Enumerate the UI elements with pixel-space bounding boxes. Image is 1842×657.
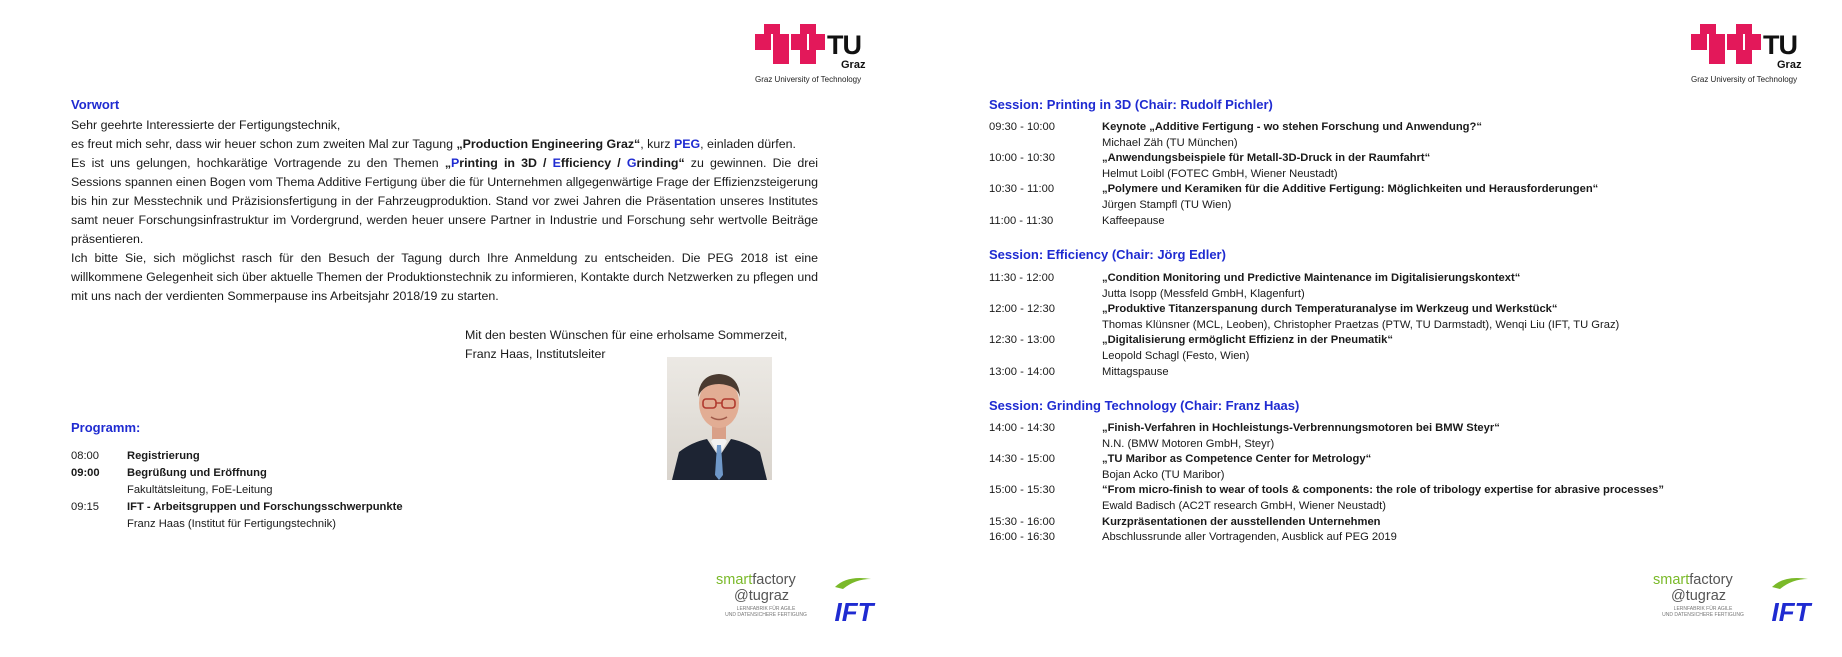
schedule-row: 12:30 - 13:00 „Digitalisierung ermöglicht Effizienz in der Pneumatik“ xyxy=(989,334,1393,347)
programm-title: Begrüßung und Eröffnung xyxy=(127,467,267,479)
session-heading: Session: Efficiency (Chair: Jörg Edler) xyxy=(989,247,1226,262)
programm-time: 09:15 xyxy=(71,501,99,513)
schedule-row: 14:00 - 14:30 „Finish-Verfahren in Hochleistungs-Verbrennungsmotoren bei BMW Steyr“ xyxy=(989,422,1500,434)
closing-line-1: Mit den besten Wünschen für eine erholsame Sommerzeit, xyxy=(465,328,788,342)
logo-tu-text: TU xyxy=(827,30,861,60)
svg-text:IFT: IFT xyxy=(1771,597,1811,625)
schedule-speaker: Jürgen Stampfl (TU Wien) xyxy=(1102,198,1232,211)
schedule-speaker: Michael Zäh (TU München) xyxy=(1102,136,1238,149)
session-schedule xyxy=(989,271,1829,380)
tu-graz-emblem-icon xyxy=(1691,24,1763,70)
ift-logo xyxy=(831,575,877,625)
vorwort-paragraph-3: Ich bitte Sie, sich möglichst rasch für den Besuch der Tagung durch Ihre Anmeldung zu entscheiden. Die PEG 2018 ist eine willkommene Gelegenheit sich über aktuelle Themen der Produktionstechnik zu informieren, Kontakte durch Netzwerken zu pflegen und mit uns nach der verdienten Sommerpause ins Arbeitsjahr 2018/19 zu starten. xyxy=(71,251,818,303)
logo-university-text: Graz University of Technology xyxy=(755,75,862,84)
programm-desc: Fakultätsleitung, FoE-Leitung xyxy=(127,484,273,496)
programm-title: Registrierung xyxy=(127,450,200,462)
svg-text:IFT: IFT xyxy=(834,597,874,625)
schedule-row: 16:00 - 16:30 Abschlussrunde aller Vortragenden, Ausblick auf PEG 2019 xyxy=(989,531,1397,544)
vorwort-paragraph-1: es freut mich sehr, dass wir heuer schon zum zweiten Mal zur Tagung „Production Engineering Graz“, kurz PEG, einladen dürfen. xyxy=(71,137,796,151)
session-schedule xyxy=(989,120,1829,229)
logo-tu-text: TU xyxy=(1763,30,1797,60)
event-name: „Production Engineering Graz“ xyxy=(456,137,641,151)
schedule-row: 11:30 - 12:00 „Condition Monitoring und Predictive Maintenance im Digitalisierungskontext“ xyxy=(989,272,1521,284)
smartfactory-logo: smartfactory @tugraz LERNFABRIK FÜR AGILE UND DATENSICHERE FERTIGUNG xyxy=(1653,572,1744,618)
schedule-speaker: N.N. (BMW Motoren GmbH, Steyr) xyxy=(1102,437,1275,450)
schedule-row: 09:30 - 10:00 Keynote „Additive Fertigung - wo stehen Forschung und Anwendung?“ xyxy=(989,121,1482,133)
programm-heading: Programm: xyxy=(71,420,141,435)
programm-desc: Franz Haas (Institut für Fertigungstechnik) xyxy=(127,518,336,530)
schedule-speaker: Ewald Badisch (AC2T research GmbH, Wiener Neustadt) xyxy=(1102,499,1386,512)
schedule-row: 15:00 - 15:30 “From micro-finish to wear of tools & components: the role of tribology expertise for abrasive processes” xyxy=(989,484,1664,497)
right-page xyxy=(921,0,1842,657)
schedule-speaker: Helmut Loibl (FOTEC GmbH, Wiener Neustadt) xyxy=(1102,167,1338,180)
schedule-speaker: Leopold Schagl (Festo, Wien) xyxy=(1102,349,1250,362)
programm-title: IFT - Arbeitsgruppen und Forschungsschwerpunkte xyxy=(127,501,403,513)
salutation: Sehr geehrte Interessierte der Fertigungstechnik, xyxy=(71,118,341,132)
schedule-speaker: Thomas Klünsner (MCL, Leoben), Christopher Praetzas (PTW, TU Darmstadt), Wenqi Liu (IFT, TU Graz) xyxy=(1102,318,1620,331)
smartfactory-logo: smartfactory @tugraz LERNFABRIK FÜR AGILE UND DATENSICHERE FERTIGUNG xyxy=(716,572,807,618)
logo-graz-text: Graz xyxy=(841,59,866,71)
vorwort-body xyxy=(71,116,818,306)
peg-abbrev: PEG xyxy=(674,137,701,151)
programm-list xyxy=(71,448,571,533)
logo-graz-text: Graz xyxy=(1777,59,1802,71)
ift-logo-icon xyxy=(831,575,877,625)
schedule-row: 15:30 - 16:00 Kurzpräsentationen der ausstellenden Unternehmen xyxy=(989,515,1381,528)
schedule-row: 13:00 - 14:00 Mittagspause xyxy=(989,365,1169,378)
programm-time: 08:00 xyxy=(71,450,99,462)
tu-graz-logo xyxy=(1691,24,1816,86)
schedule-row: 10:30 - 11:00 „Polymere und Keramiken für die Additive Fertigung: Möglichkeiten und Herausforderungen“ xyxy=(989,183,1599,196)
programm-item xyxy=(71,448,571,465)
session-heading: Session: Printing in 3D (Chair: Rudolf Pichler) xyxy=(989,97,1273,112)
programm-item xyxy=(71,499,571,516)
programm-item xyxy=(71,465,571,482)
tu-graz-emblem-icon xyxy=(755,24,827,70)
tu-graz-logo xyxy=(755,24,880,86)
schedule-row: 14:30 - 15:00 „TU Maribor as Competence Center for Metrology“ xyxy=(989,453,1372,466)
portrait-photo xyxy=(667,357,772,480)
schedule-row: 10:00 - 10:30 „Anwendungsbeispiele für Metall-3D-Druck in der Raumfahrt“ xyxy=(989,152,1431,165)
session-heading: Session: Grinding Technology (Chair: Franz Haas) xyxy=(989,398,1300,413)
vorwort-heading: Vorwort xyxy=(71,97,120,112)
closing-signature: Franz Haas, Institutsleiter xyxy=(465,347,606,361)
schedule-speaker: Bojan Acko (TU Maribor) xyxy=(1102,468,1225,481)
vorwort-paragraph-2: Es ist uns gelungen, hochkarätige Vortragende zu den Themen „Printing in 3D / Efficiency / Grinding“ zu gewinnen. Die drei Sessions spannen einen Bogen vom Thema Additive Fertigung über die für Unternehmen allgegenwärtige Frage der Effizienzsteigerung bis hin zur Messtechnik und Präzisionsfertigung in der Fahrzeugproduktion. Stand vor zwei Jahren die Präsentation unseres Institutes samt neuer Forschungsinfrastruktur im Vordergrund, werden heuer unsere Partner in Industrie und Forschung sehr wertvolle Beiträge präsentieren. xyxy=(71,156,818,246)
schedule-row: 12:00 - 12:30 „Produktive Titanzerspanung durch Temperaturanalyse im Werkzeug und Werkstück“ xyxy=(989,303,1558,316)
ift-logo xyxy=(1768,575,1814,625)
ift-logo-icon xyxy=(1768,575,1814,625)
schedule-row: 11:00 - 11:30 Kaffeepause xyxy=(989,214,1165,227)
logo-university-text: Graz University of Technology xyxy=(1691,75,1798,84)
schedule-speaker: Jutta Isopp (Messfeld GmbH, Klagenfurt) xyxy=(1102,287,1305,300)
programm-time: 09:00 xyxy=(71,467,100,479)
session-schedule xyxy=(989,421,1829,546)
